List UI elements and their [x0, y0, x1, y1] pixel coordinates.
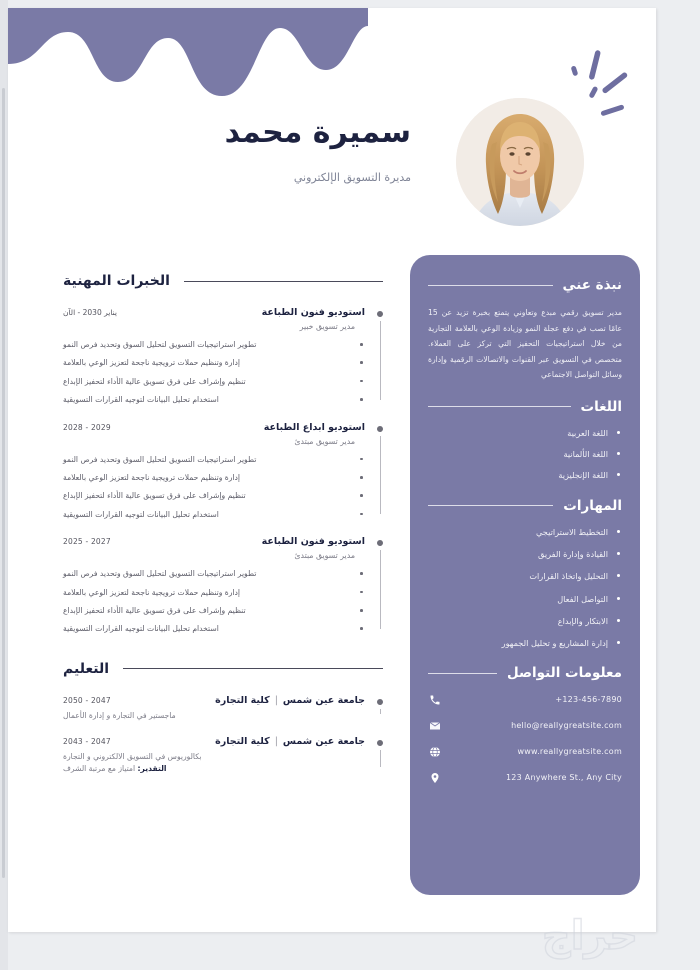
experience-bullets — [63, 339, 365, 406]
education-grade-value: امتياز مع مرتبة الشرف — [63, 763, 136, 773]
about-section-header — [428, 277, 622, 293]
experience-date: 2025 - 2027 — [63, 537, 111, 547]
contact-list — [428, 693, 622, 784]
education-date: 2043 - 2047 — [63, 736, 111, 746]
divider — [428, 673, 497, 674]
list-item: تنظيم وإشراف على فرق تسويق عالية الأداء لتحفيز الإبداع — [63, 605, 365, 616]
separator: | — [274, 735, 278, 747]
list-item: استخدام تحليل البيانات لتوجيه القرارات التسويقية — [63, 623, 365, 634]
list-item: تنظيم وإشراف على فرق تسويق عالية الأداء لتحفيز الإبداع — [63, 376, 365, 387]
education-org — [215, 695, 365, 706]
timeline-dot-icon — [377, 311, 383, 317]
cv-page — [8, 8, 656, 932]
timeline-line — [380, 709, 381, 714]
experience-org: استوديو فنون الطباعة — [261, 536, 365, 548]
timeline-dot-icon — [377, 426, 383, 432]
experience-role: مدير تسويق مبتدئ — [294, 551, 355, 561]
education-university: جامعة عين شمس — [282, 694, 365, 706]
experience-date: 2028 - 2029 — [63, 422, 111, 432]
map-pin-icon — [428, 771, 441, 784]
education-faculty: كلية التجارة — [215, 694, 270, 706]
contact-website[interactable] — [428, 745, 622, 758]
languages-list — [428, 427, 622, 482]
experience-bullets — [63, 568, 365, 635]
education-faculty: كلية التجارة — [215, 735, 270, 747]
watermark-text: حراج — [541, 913, 639, 959]
timeline-dot-icon — [377, 740, 383, 746]
contact-email-value: hello@reallygreatsite.com — [511, 721, 622, 731]
experience-entry — [63, 422, 383, 521]
scrollbar-thumb[interactable] — [2, 88, 5, 878]
page-title: سميرة محمد — [224, 115, 411, 150]
sidebar-panel — [410, 255, 640, 895]
timeline-line — [380, 550, 381, 629]
list-item: اللغة الألمانية — [428, 448, 622, 460]
education-desc: ماجستير في التجارة و إدارة الأعمال — [63, 710, 176, 720]
contact-address[interactable] — [428, 771, 622, 784]
list-item: الابتكار والإبداع — [428, 615, 622, 627]
experience-bullets — [63, 454, 365, 521]
timeline-line — [380, 436, 381, 515]
divider — [184, 281, 383, 282]
education-entry — [63, 695, 383, 720]
timeline-line — [380, 321, 381, 400]
education-grade-label: التقدير: — [137, 763, 167, 773]
education-org — [215, 736, 365, 747]
experience-title: الخبرات المهنية — [63, 273, 170, 289]
contact-phone[interactable] — [428, 693, 622, 706]
about-text: مدير تسويق رقمي مبدع وتعاوني يتمتع بخبرة تزيد عن 15 عامًا تصب في دفع عجلة النمو وزيادة الوعي بالعلامة التجارية من خلال استراتيجيات التحفيز التي تركز على العملاء. متخصص في التسويق عبر القنوات والاتصالات الرقمية وإدارة وسائل التواصل الاجتماعي — [428, 308, 622, 380]
list-item: تطوير استراتيجيات التسويق لتحليل السوق وتحديد فرص النمو — [63, 568, 365, 579]
experience-entry — [63, 536, 383, 635]
list-item: استخدام تحليل البيانات لتوجيه القرارات التسويقية — [63, 394, 365, 405]
education-entry — [63, 736, 383, 773]
timeline-line — [380, 750, 381, 767]
experience-role: مدير تسويق خبير — [299, 322, 355, 331]
list-item: تطوير استراتيجيات التسويق لتحليل السوق وتحديد فرص النمو — [63, 339, 365, 350]
list-item: استخدام تحليل البيانات لتوجيه القرارات التسويقية — [63, 509, 365, 520]
list-item: اللغة الإنجليزية — [428, 469, 622, 481]
contact-address-value: 123 Anywhere St., Any City — [505, 773, 622, 783]
contact-website-value: www.reallygreatsite.com — [517, 747, 622, 757]
skills-section-header — [428, 498, 622, 514]
contact-email[interactable] — [428, 719, 622, 732]
divider — [428, 505, 553, 506]
experience-org: استوديو فنون الطباعة — [261, 307, 365, 318]
contact-phone-value: +123-456-7890 — [555, 695, 622, 705]
envelope-icon — [428, 719, 441, 732]
list-item: اللغة العربية — [428, 427, 622, 439]
list-item: القيادة وإدارة الفريق — [428, 548, 622, 560]
list-item: إدارة وتنظيم حملات ترويجية ناجحة لتعزيز الوعي بالعلامة — [63, 472, 365, 483]
languages-section-header — [428, 399, 622, 415]
experience-date: يناير 2030 - الآن — [63, 308, 117, 317]
phone-icon — [428, 693, 441, 706]
globe-icon — [428, 745, 441, 758]
divider — [123, 668, 383, 669]
languages-title: اللغات — [580, 398, 622, 415]
divider — [428, 285, 553, 286]
education-date: 2050 - 2047 — [63, 695, 111, 705]
header — [8, 103, 656, 238]
timeline-dot-icon — [377, 540, 383, 546]
list-item: التخطيط الاستراتيجي — [428, 526, 622, 538]
education-university: جامعة عين شمس — [282, 735, 365, 747]
left-gutter — [0, 0, 8, 970]
skills-title: المهارات — [563, 497, 622, 514]
experience-org: استوديو ابداع الطباعة — [263, 421, 365, 433]
list-item: إدارة وتنظيم حملات ترويجية ناجحة لتعزيز الوعي بالعلامة — [63, 587, 365, 598]
list-item: إدارة المشاريع و تحليل الجمهور — [428, 637, 622, 649]
contact-title: معلومات التواصل — [506, 665, 622, 682]
avatar — [456, 98, 584, 226]
experience-entry — [63, 307, 383, 406]
divider — [428, 406, 571, 407]
main-column — [63, 273, 383, 789]
list-item: تنظيم وإشراف على فرق تسويق عالية الأداء لتحفيز الإبداع — [63, 490, 365, 501]
experience-role: مدير تسويق مبتدئ — [294, 436, 355, 446]
timeline-dot-icon — [377, 699, 383, 705]
separator: | — [274, 694, 278, 706]
contact-section-header — [428, 665, 622, 681]
education-grade — [63, 764, 365, 773]
experience-section-header — [63, 273, 383, 289]
education-title: التعليم — [63, 660, 110, 677]
skills-list — [428, 526, 622, 650]
education-desc: بكالوريوس في التسويق الالكتروني و التجارة — [63, 751, 202, 761]
list-item: إدارة وتنظيم حملات ترويجية ناجحة لتعزيز الوعي بالعلامة — [63, 357, 365, 368]
list-item: تطوير استراتيجيات التسويق لتحليل السوق وتحديد فرص النمو — [63, 454, 365, 465]
list-item: التواصل الفعال — [428, 593, 622, 605]
list-item: التحليل واتخاذ القرارات — [428, 570, 622, 582]
profile-photo — [456, 98, 584, 226]
purple-blob-decoration — [8, 8, 368, 118]
about-title: نبذة عني — [562, 277, 622, 293]
job-title: مديرة التسويق الإلكتروني — [293, 171, 411, 184]
education-section-header — [63, 661, 383, 677]
